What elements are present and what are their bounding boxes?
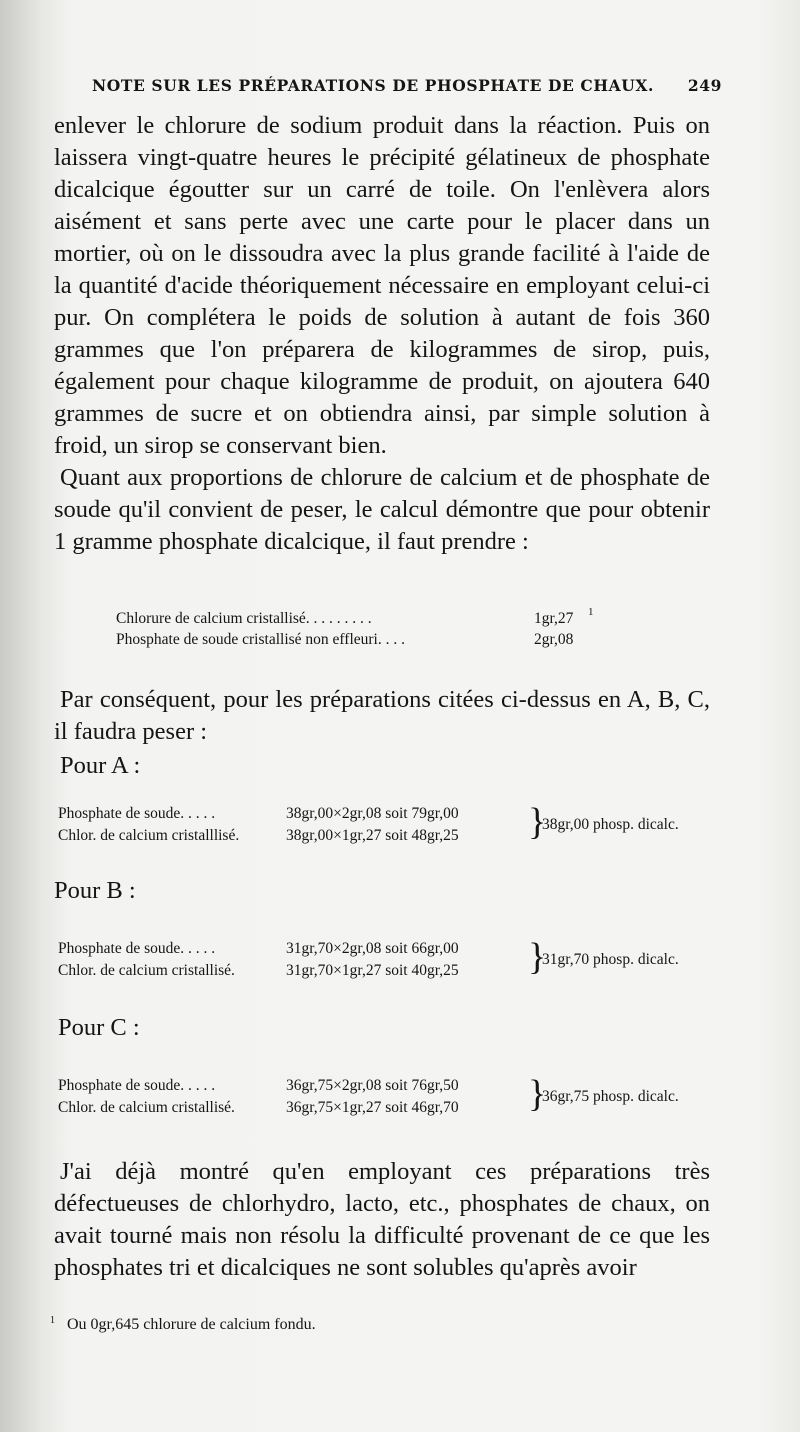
section-result: 36gr,75 phosp. dicalc. [542, 1088, 679, 1105]
footnote-ref: 1 [588, 606, 594, 618]
row-calc: 36gr,75×2gr,08 soit 76gr,50 [286, 1077, 459, 1094]
row-calc: 38gr,00×2gr,08 soit 79gr,00 [286, 805, 459, 822]
paragraph-2: Quant aux proportions de chlorure de calcium et de phosphate de soude qu'il convient de peser, le calcul démontre que pour obtenir 1 gramme phosphate dicalcique, il faut prendre : [54, 464, 710, 555]
row-label: Chlor. de calcium cristalllisé. [58, 827, 240, 844]
row-calc: 31gr,70×2gr,08 soit 66gr,00 [286, 940, 459, 957]
footnote-text: Ou 0gr,645 chlorure de calcium fondu. [67, 1316, 316, 1334]
row-calc: 31gr,70×1gr,27 soit 40gr,25 [286, 962, 459, 979]
row-label: Chlor. de calcium cristallisé. [58, 962, 235, 979]
footnote-marker: 1 [50, 1315, 55, 1326]
section-heading-b: Pour B : [54, 877, 136, 904]
row-calc: 36gr,75×1gr,27 soit 46gr,70 [286, 1099, 459, 1116]
ratio-row [116, 629, 574, 650]
brace: } [528, 801, 547, 843]
paragraph-4: J'ai déjà montré qu'en employant ces préparations très défectueuses de chlorhydro, lacto, etc., phosphates de chaux, on avait tourné mais non résolu la difficulté provenant de ce que les phosphates tri et dicalciques ne sont solubles qu'après avoir [54, 1158, 710, 1281]
running-head-title: NOTE SUR LES PRÉPARATIONS DE PHOSPHATE DE CHAUX. [92, 76, 654, 95]
body-text-2 [54, 684, 710, 748]
brace: } [528, 936, 547, 978]
section-heading-a: Pour A : [60, 752, 141, 779]
ratio-value: 1gr,27 [534, 610, 574, 627]
brace: } [528, 1073, 547, 1115]
paragraph-3: Par conséquent, pour les préparations citées ci-dessus en A, B, C, il faudra peser : [54, 686, 710, 745]
ratio-value: 2gr,08 [534, 631, 574, 648]
page-number: 249 [687, 76, 722, 95]
ratio-label: Chlorure de calcium cristallisé. . . . . . . . . [116, 610, 372, 627]
section-heading-c: Pour C : [58, 1014, 140, 1041]
paragraph-1: enlever le chlorure de sodium produit dans la réaction. Puis on laissera vingt-quatre heures le précipité gélatineux de phosphate dicalcique égoutter sur un carré de toile. On l'enlèvera alors aisément et sans perte avec une carte pour le placer dans un mortier, où on le dissoudra avec la plus grande facilité à l'aide de la quantité d'acide théoriquement nécessaire en employant celui-ci pur. On complétera le poids de solution à autant de fois 360 grammes que l'on préparera de kilogrammes de sirop, puis, également pour chaque kilogramme de produit, on ajoutera 640 grammes de sucre et on obtiendra ainsi, par simple solution à froid, un sirop se conservant bien. [54, 112, 710, 459]
row-calc: 38gr,00×1gr,27 soit 48gr,25 [286, 827, 459, 844]
row-label: Chlor. de calcium cristallisé. [58, 1099, 235, 1116]
ratio-row [116, 606, 594, 629]
row-label: Phosphate de soude. . . . . [58, 805, 216, 822]
section-result: 38gr,00 phosp. dicalc. [542, 816, 679, 833]
row-label: Phosphate de soude. . . . . [58, 940, 216, 957]
ratio-label: Phosphate de soude cristallisé non effleuri. . . . [116, 631, 405, 648]
body-text-3 [54, 1156, 710, 1284]
ratio-table [116, 606, 594, 650]
footnote [50, 1315, 316, 1334]
section-result: 31gr,70 phosp. dicalc. [542, 951, 679, 968]
body-text [54, 110, 710, 558]
row-label: Phosphate de soude. . . . . [58, 1077, 216, 1094]
